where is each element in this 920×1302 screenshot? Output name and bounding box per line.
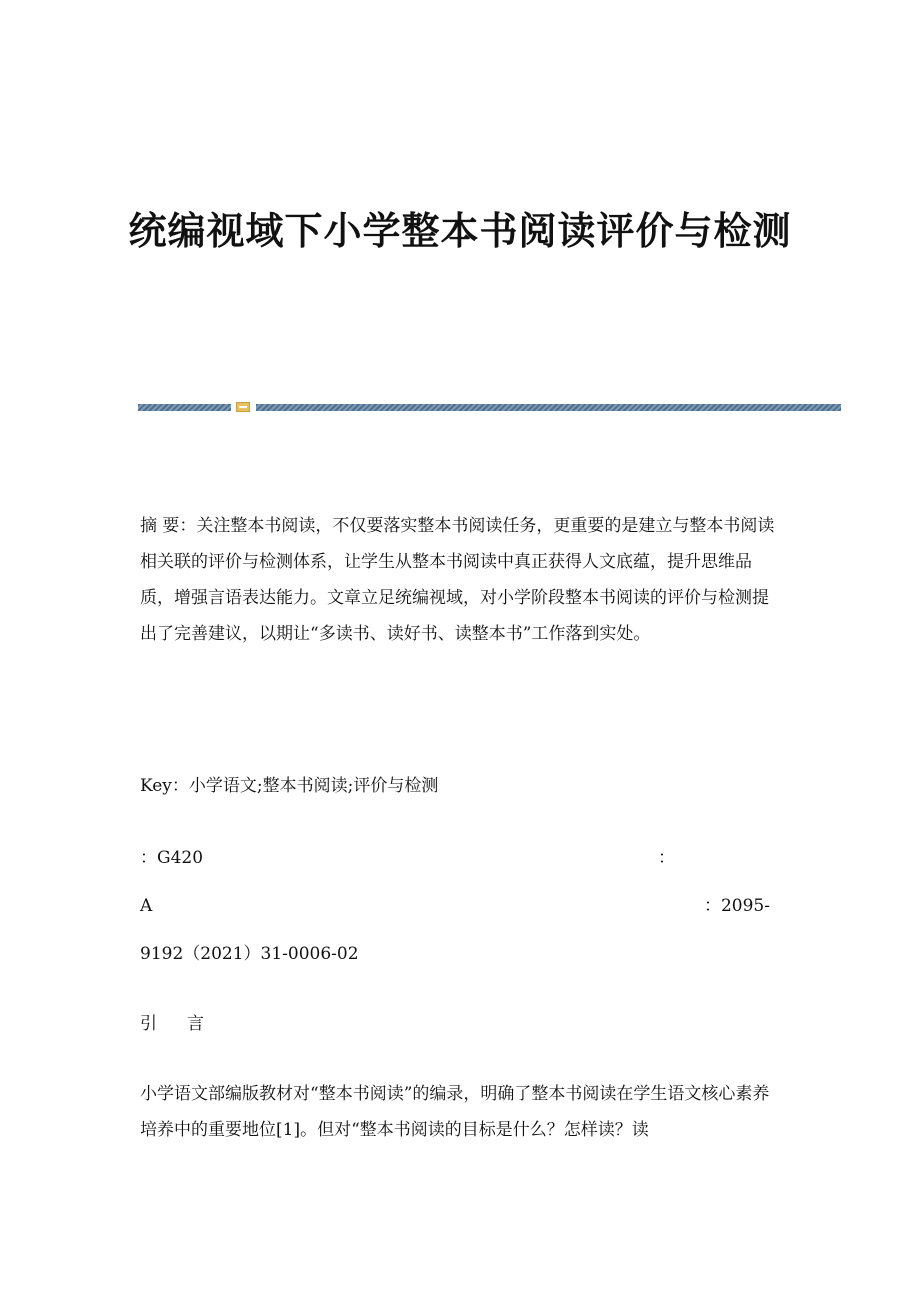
document-code-line <box>140 888 780 924</box>
document-code-value: A <box>140 896 153 916</box>
document-title: 统编视域下小学整本书阅读评价与检测 <box>128 209 792 253</box>
intro-paragraph: 小学语文部编版教材对“整本书阅读”的编录，明确了整本书阅读在学生语文核心素养培养中的重要地位[1]。但对“整本书阅读的目标是什么？怎样读？读 <box>140 1084 770 1140</box>
clc-number-line <box>140 840 780 876</box>
article-id-value: 9192（2021）31-0006-02 <box>140 944 359 964</box>
envelope-icon <box>236 402 250 412</box>
section-heading: 引言 <box>140 1014 234 1034</box>
article-id-line <box>140 936 780 972</box>
keywords-line: Key：小学语文;整本书阅读;评价与检测 <box>140 776 439 796</box>
document-code-label: ： <box>658 848 675 868</box>
title-divider <box>138 402 841 412</box>
clc-number-value: ：G420 <box>140 848 204 868</box>
abstract-paragraph: 摘 要：关注整本书阅读，不仅要落实整本书阅读任务，更重要的是建立与整本书阅读相关联的评价与检测体系，让学生从整本书阅读中真正获得人文底蕴，提升思维品质，增强言语表达能力。文章立足统编视域，对小学阶段整本书阅读的评价与检测提出了完善建议，以期让“多读书、读好书、读整本书”工作落到实处。 <box>140 516 775 644</box>
divider-left-segment <box>138 404 231 411</box>
divider-right-segment <box>256 404 841 411</box>
article-id-label: ：2095- <box>703 896 770 916</box>
